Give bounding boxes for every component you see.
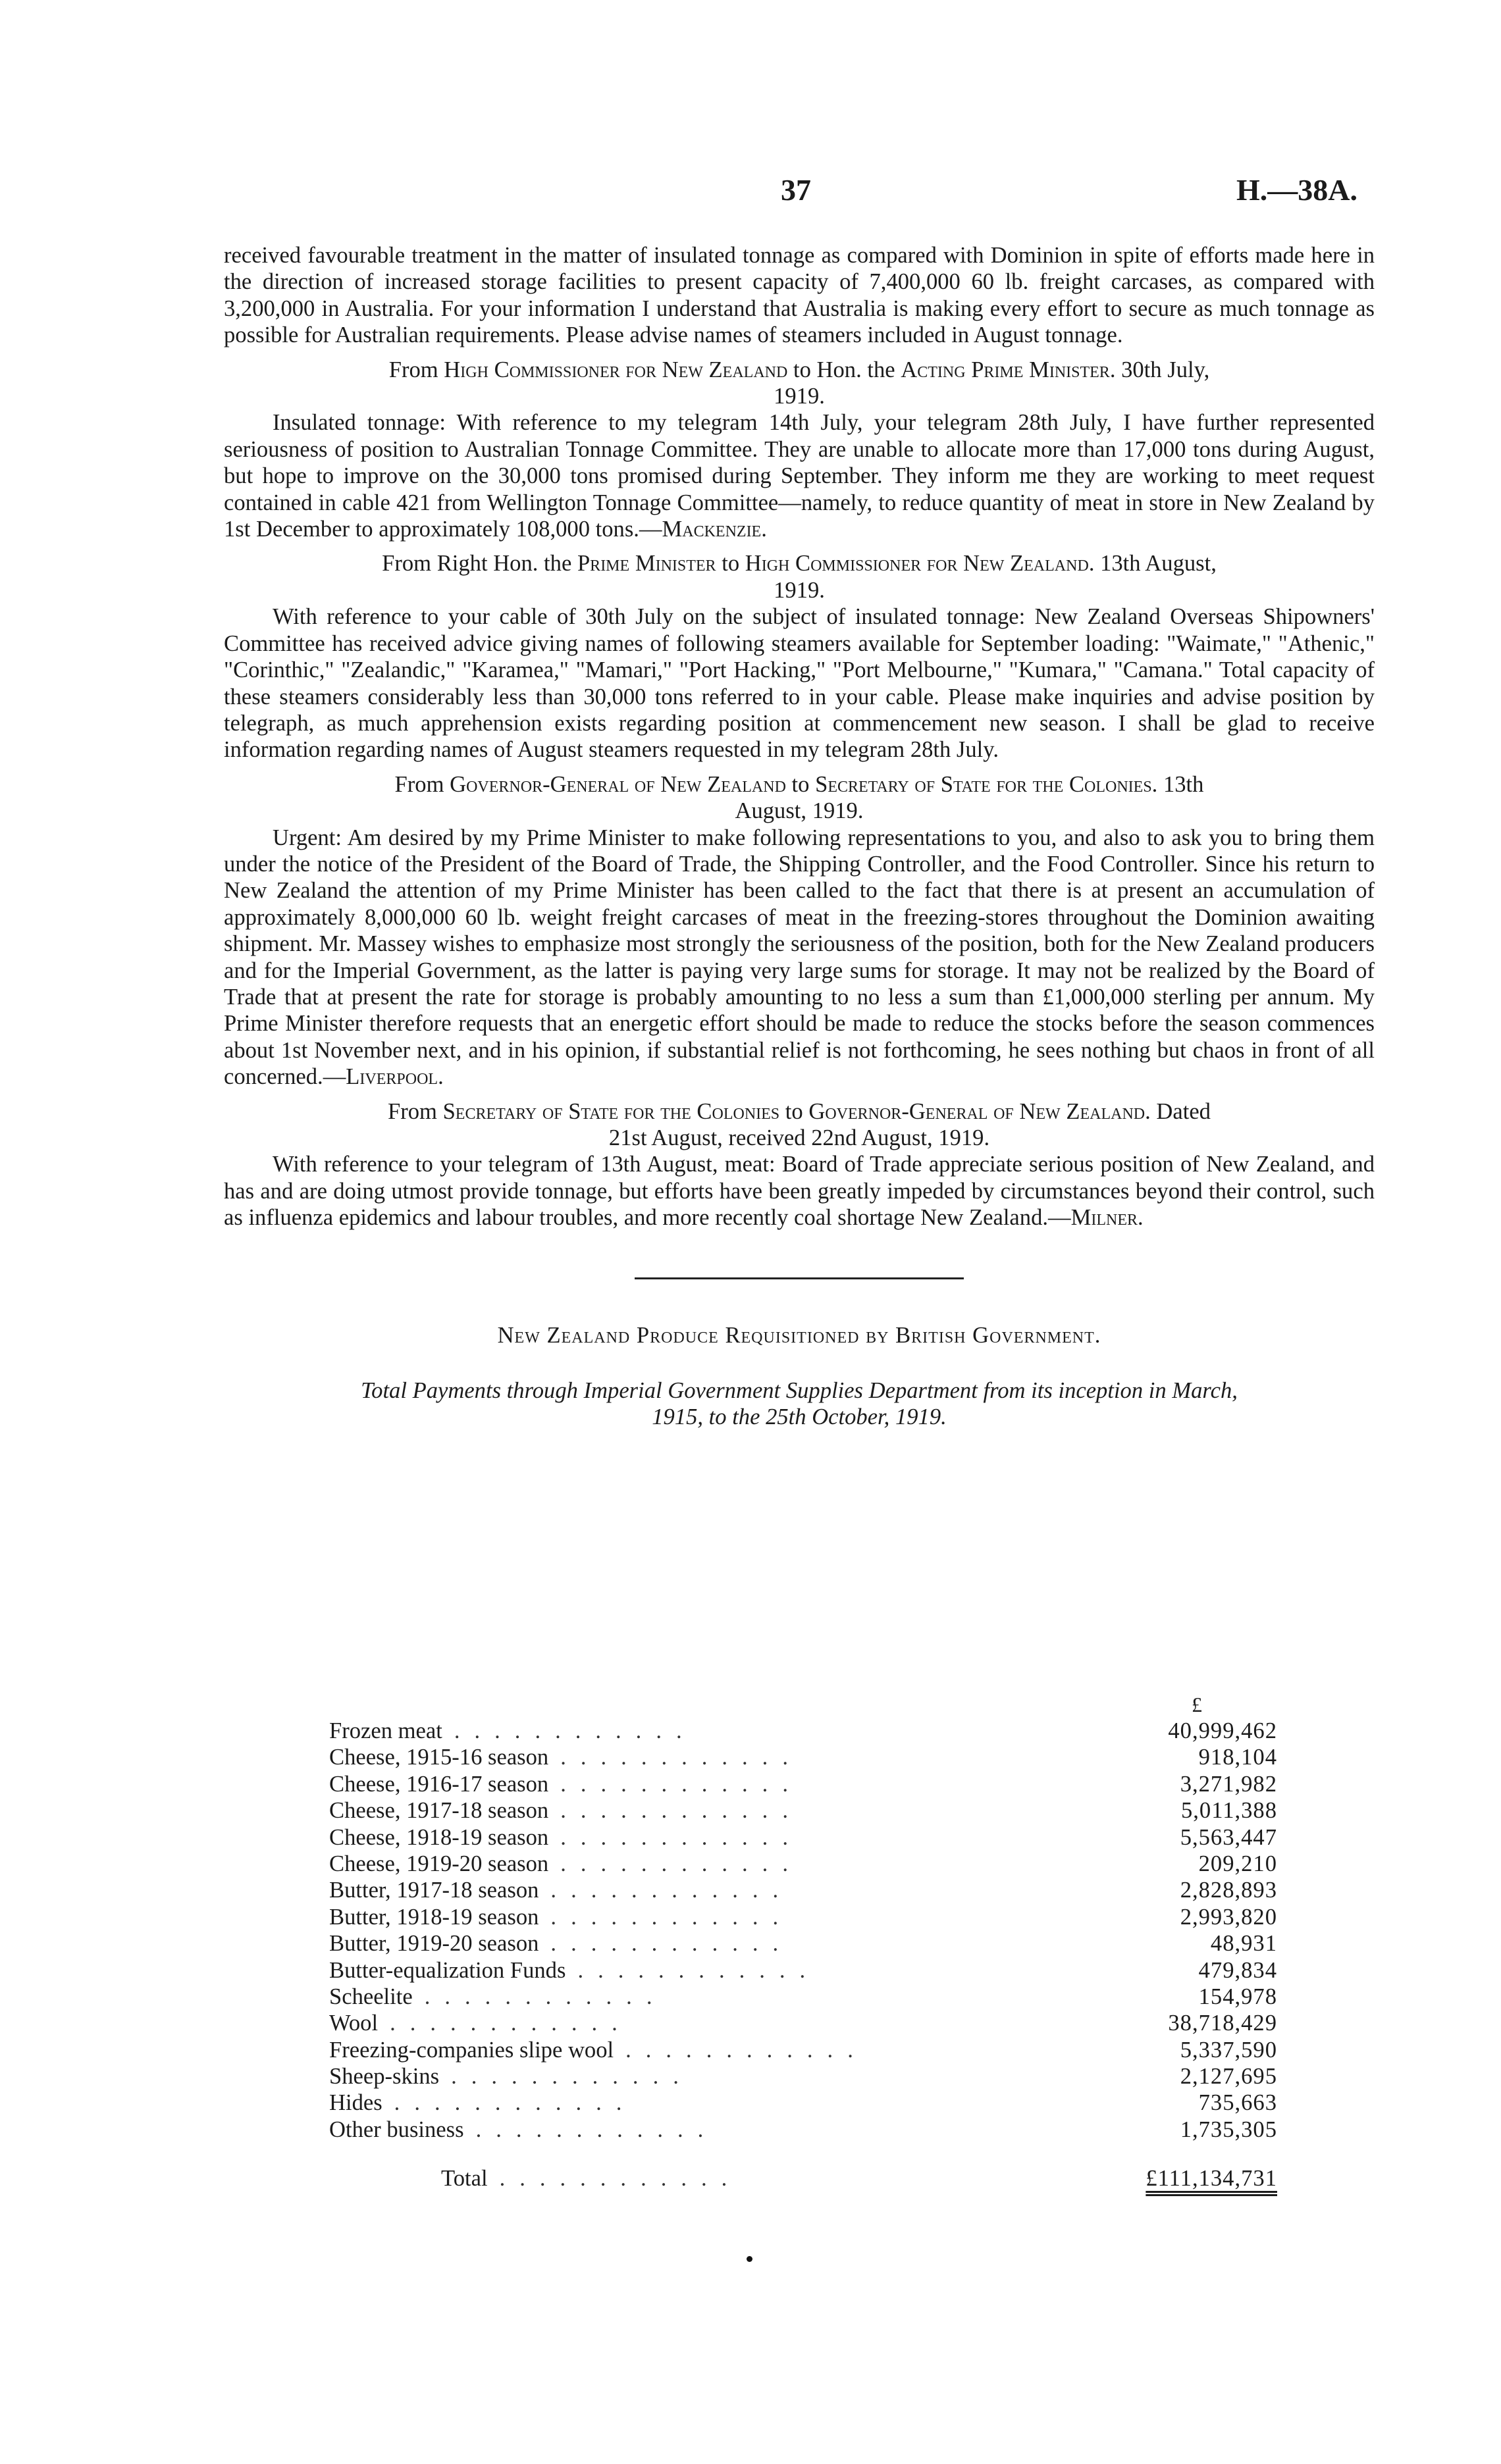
row-label: Cheese, 1916-17 season bbox=[329, 1771, 549, 1797]
leader-dots: ............ bbox=[454, 1718, 697, 1743]
row-label: Frozen meat bbox=[329, 1718, 442, 1743]
hdr-prefix: From Right Hon. the bbox=[382, 551, 577, 577]
hdr-mid: to Hon. the bbox=[787, 357, 901, 382]
leader-dots: ............ bbox=[390, 2011, 632, 2036]
table-row bbox=[329, 2117, 1277, 2143]
hdr-from: Secretary of State for the Colonies bbox=[442, 1098, 780, 1124]
body-text: Urgent: Am desired by my Prime Minister to make following representations to you, and also to ask you to bring them under the notice of the President of the Board of Trade, the Shipping Controller, and the Food Controller. Since his return to New Zealand the attention of my Prime Minister has been called to the fact that there is at present an accumulation of approximately 8,000,000 60 lb. weight freight carcases of meat in the freezing-stores throughout the Dominion awaiting shipment. Mr. Massey wishes to emphasize most strongly the seriousness of the position, both for the New Zealand producers and for the Imperial Government, as the latter is paying very large sums for storage. It may not be realized by the Board of Trade that at present the rate for storage is probably amounting to no less a sum than £1,000,000 sterling per annum. My Prime Minister therefore requests that an energetic effort should be made to reduce the stocks before the season commences about 1st November next, and in his opinion, if substantial relief is not forthcoming, he sees nothing but chaos in front of all concerned.— bbox=[224, 825, 1375, 1090]
section-divider bbox=[635, 1277, 964, 1279]
hdr-mid: to bbox=[779, 1098, 809, 1124]
leader-dots: ............ bbox=[560, 1824, 803, 1850]
row-amount: 2,127,695 bbox=[1180, 2064, 1277, 2090]
row-amount: 38,718,429 bbox=[1168, 2011, 1277, 2036]
signature: Mackenzie. bbox=[662, 517, 767, 542]
row-amount: 918,104 bbox=[1198, 1745, 1277, 1770]
row-amount: 1,735,305 bbox=[1180, 2117, 1277, 2142]
hdr-date: . Dated bbox=[1145, 1098, 1211, 1124]
hdr-to: Governor-General of New Zealand bbox=[808, 1098, 1146, 1124]
row-amount: 2,828,893 bbox=[1180, 1878, 1277, 1903]
leader-dots: ............ bbox=[475, 2117, 718, 2142]
telegram-body-5 bbox=[224, 1151, 1375, 1231]
ink-dot bbox=[747, 2256, 752, 2262]
row-amount: 735,663 bbox=[1198, 2090, 1277, 2116]
table-row bbox=[329, 1744, 1277, 1770]
table-row bbox=[329, 1957, 1277, 1984]
table-row bbox=[329, 1824, 1277, 1851]
row-amount: 5,337,590 bbox=[1180, 2037, 1277, 2063]
leader-dots: ............ bbox=[499, 2166, 742, 2192]
row-amount: 209,210 bbox=[1198, 1851, 1277, 1876]
leader-dots: ............ bbox=[560, 1745, 803, 1770]
table-row bbox=[329, 2010, 1277, 2036]
row-amount: 48,931 bbox=[1210, 1931, 1277, 1957]
table-subtitle bbox=[224, 1377, 1375, 1430]
leader-dots: ............ bbox=[625, 2037, 868, 2063]
row-label: Butter, 1917-18 season bbox=[329, 1878, 539, 1903]
total-amount: £111,134,731 bbox=[1146, 2166, 1277, 2192]
row-label: Cheese, 1915-16 season bbox=[329, 1745, 549, 1770]
row-amount: 5,563,447 bbox=[1180, 1824, 1277, 1850]
leader-dots: ............ bbox=[550, 1931, 793, 1957]
subtitle-line-1: Total Payments through Imperial Government Supplies Department from its inception in March, bbox=[361, 1377, 1238, 1403]
hdr-date: . 13th August, bbox=[1088, 551, 1217, 577]
leader-dots: ............ bbox=[550, 1904, 793, 1930]
row-amount: 5,011,388 bbox=[1180, 1798, 1277, 1824]
leader-dots: ............ bbox=[560, 1851, 803, 1876]
signature: Milner. bbox=[1070, 1205, 1144, 1231]
table-row bbox=[329, 1718, 1277, 1744]
hdr-date-cont: 21st August, received 22nd August, 1919. bbox=[608, 1125, 990, 1150]
payments-table bbox=[329, 1718, 1277, 2192]
hdr-date-cont: 1919. bbox=[774, 577, 825, 603]
telegram-header-4 bbox=[224, 771, 1375, 825]
row-label: Other business bbox=[329, 2117, 464, 2142]
table-row bbox=[329, 2037, 1277, 2063]
row-label: Scheelite bbox=[329, 1984, 413, 2009]
total-label: Total bbox=[441, 2166, 488, 2192]
row-label: Cheese, 1917-18 season bbox=[329, 1798, 549, 1824]
hdr-date-cont: August, 1919. bbox=[735, 798, 864, 824]
hdr-to: Acting Prime Minister bbox=[901, 357, 1110, 382]
leader-dots: ............ bbox=[424, 1984, 667, 2009]
row-amount: 40,999,462 bbox=[1168, 1718, 1277, 1743]
total-row bbox=[329, 2165, 1277, 2192]
table-title: New Zealand Produce Requisitioned by British Government. bbox=[497, 1322, 1101, 1348]
row-label: Cheese, 1919-20 season bbox=[329, 1851, 549, 1876]
row-amount: 154,978 bbox=[1198, 1984, 1277, 2009]
table-row bbox=[329, 1984, 1277, 2010]
row-label: Butter, 1919-20 season bbox=[329, 1931, 539, 1957]
telegram-header-5 bbox=[224, 1098, 1375, 1152]
body-text: Insulated tonnage: With reference to my telegram 14th July, your telegram 28th July, I have further represented seriousness of position to Australian Tonnage Committee. They are unable to allocate more than 17,000 tons during August, but hope to improve on the 30,000 tons promised during September. They inform me they are working to meet request contained in cable 421 from Wellington Tonnage Committee—namely, to reduce quantity of meat in store in New Zealand by 1st December to approximately 108,000 tons.— bbox=[224, 410, 1375, 542]
page-number: 37 bbox=[781, 173, 811, 207]
hdr-date: . 13th bbox=[1151, 771, 1204, 797]
hdr-from: Governor-General of New Zealand bbox=[450, 771, 786, 797]
row-label: Freezing-companies slipe wool bbox=[329, 2037, 614, 2063]
hdr-from: High Commissioner for New Zealand bbox=[444, 357, 788, 382]
hdr-mid: to bbox=[785, 771, 816, 797]
row-label: Sheep-skins bbox=[329, 2064, 440, 2090]
telegram-body-2 bbox=[224, 409, 1375, 542]
hdr-prefix: From bbox=[388, 357, 444, 382]
telegram-body-3: With reference to your cable of 30th July on the subject of insulated tonnage: New Zealand Overseas Shipowners' Committee has received advice giving names of following steamers available for September loading: "Waimate," "Athenic," "Corinthic," "Zealandic," "Karamea," "Mamari," "Port Hacking," "Port Melbourne," "Kumara," "Camana." Total capacity of these steamers considerably less than 30,000 tons referred to in your cable. Please make inquiries and advise position by telegraph, as much apprehension exists regarding position at commencement new season. I shall be glad to receive information regarding names of August steamers requested in my telegram 28th July. bbox=[224, 604, 1375, 763]
hdr-from: Prime Minister bbox=[577, 551, 716, 577]
row-amount: 3,271,982 bbox=[1180, 1771, 1277, 1797]
telegram-header-2 bbox=[224, 357, 1375, 410]
hdr-date: . 30th July, bbox=[1109, 357, 1210, 382]
table-row bbox=[329, 1877, 1277, 1903]
row-amount: 479,834 bbox=[1198, 1957, 1277, 1983]
document-reference: H.—38A. bbox=[1236, 173, 1357, 207]
leader-dots: ............ bbox=[394, 2090, 637, 2116]
main-column bbox=[224, 242, 1375, 1430]
table-row bbox=[329, 1904, 1277, 1930]
table-row bbox=[329, 1851, 1277, 1877]
signature: Liverpool. bbox=[346, 1064, 444, 1090]
leader-dots: ............ bbox=[560, 1771, 803, 1797]
table-row bbox=[329, 1771, 1277, 1797]
table-row bbox=[329, 1797, 1277, 1824]
paragraph-continued: received favourable treatment in the matter of insulated tonnage as compared with Dominion in spite of efforts made here in the direction of increased storage facilities to present capacity of 7,400,000 60 lb. freight carcases, as compared with 3,200,000 in Australia. For your information I understand that Australia is making every effort to secure as much tonnage as possible for Australian requirements. Please advise names of steamers included in August tonnage. bbox=[224, 243, 1375, 348]
table-row bbox=[329, 2090, 1277, 2116]
body-text: With reference to your telegram of 13th August, meat: Board of Trade appreciate serious position of New Zealand, and has and are doing utmost provide tonnage, but efforts have been greatly impeded by circumstances beyond their control, such as influenza epidemics and labour troubles, and more recently coal shortage New Zealand.— bbox=[224, 1152, 1375, 1231]
row-label: Butter-equalization Funds bbox=[329, 1957, 566, 1983]
hdr-prefix: From bbox=[388, 1098, 443, 1124]
leader-dots: ............ bbox=[560, 1798, 803, 1824]
telegram-body-4 bbox=[224, 825, 1375, 1091]
telegram-header-3 bbox=[224, 550, 1375, 603]
leader-dots: ............ bbox=[577, 1957, 820, 1983]
row-label: Cheese, 1918-19 season bbox=[329, 1824, 549, 1850]
hdr-to: Secretary of State for the Colonies bbox=[815, 771, 1152, 797]
hdr-mid: to bbox=[716, 551, 745, 577]
leader-dots: ............ bbox=[451, 2064, 693, 2090]
row-amount: 2,993,820 bbox=[1180, 1904, 1277, 1930]
subtitle-line-2: 1915, to the 25th October, 1919. bbox=[652, 1404, 947, 1429]
hdr-to: High Commissioner for New Zealand bbox=[745, 551, 1089, 577]
table-row bbox=[329, 2063, 1277, 2090]
table-row bbox=[329, 1930, 1277, 1957]
row-label: Butter, 1918-19 season bbox=[329, 1904, 539, 1930]
row-label: Hides bbox=[329, 2090, 382, 2116]
row-label: Wool bbox=[329, 2011, 379, 2036]
leader-dots: ............ bbox=[550, 1878, 793, 1903]
currency-symbol: £ bbox=[1192, 1693, 1202, 1716]
hdr-prefix: From bbox=[394, 771, 450, 797]
hdr-date-cont: 1919. bbox=[774, 384, 825, 409]
